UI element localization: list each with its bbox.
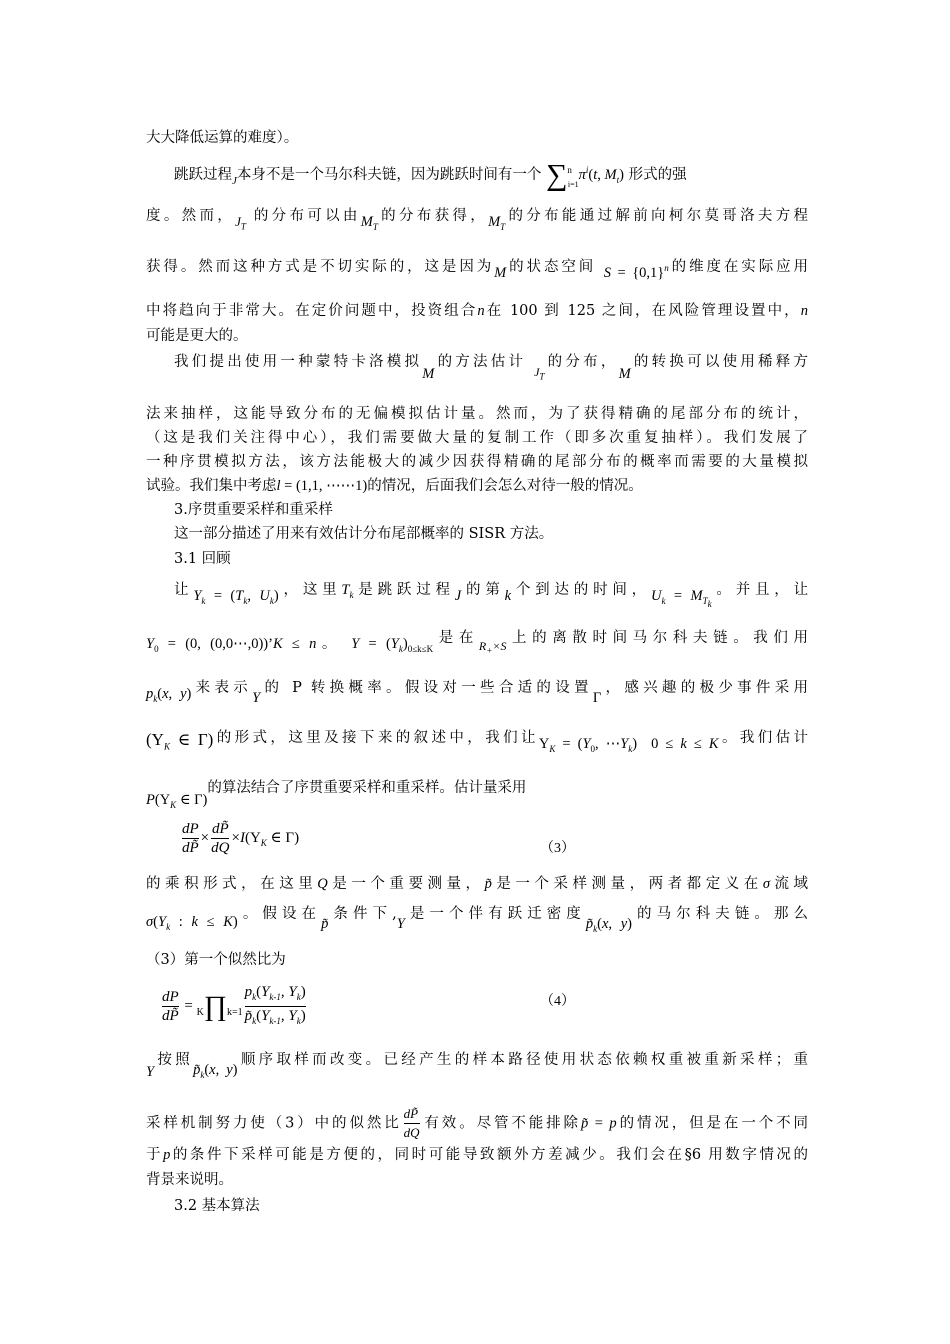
text-line: 度。然而，$J_T$ 的分布可以由$M_T$的分布获得，$M_T$的分布能通过解前向柯尔莫哥洛夫方程 — [146, 208, 809, 232]
text-line: 中将趋向于非常大。在定价问题中，投资组合n在 100 到 125 之间，在风险管理设置中，n — [146, 303, 808, 319]
text-line: （3）第一个似然比为 — [146, 952, 286, 968]
equation-4-number: （4） — [540, 994, 575, 1009]
text-line: 可能是更大的。 — [146, 328, 248, 344]
equation-3: $\frac{dP}{dP̃}$ × $\frac{dP̃}{dQ}$ $\times I(\Upsilon_K$ ∈ Γ) — [182, 821, 300, 856]
section-heading: 3.2 基本算法 — [174, 1198, 260, 1214]
text-line: 我们提出使用一种蒙特卡洛模拟M的方法估计 $_{J_T}$的分布，M的转换可以使用稀释方 — [174, 354, 809, 382]
text-line: 跳跃过程$_J$本身不是一个马尔科夫链，因为跳跃时间有一个 $\sum^n_{i=1}\pi^i(t$, $M_t$) 形式的强 — [174, 158, 687, 192]
text-line: $\sigma(Y_k$ : k ≤ K)。假设在p̃条件下,Y是一个伴有跃迁密度$p̃_k(x$, y)的马尔科夫链。那么 — [146, 906, 809, 934]
equation-3-number: （3） — [540, 841, 575, 856]
text-line: $P(\Upsilon_K$ ∈ Γ)的算法结合了序贯重要采样和重采样。估计量采用 — [146, 780, 527, 810]
text-line: 背景来说明。 — [146, 1172, 233, 1188]
l-vector-formula: l = (1,1, ⋯⋯1) — [276, 478, 368, 494]
text-line: 法来抽样，这能导致分布的无偏模拟估计量。然而，为了获得精确的尾部分布的统计， — [146, 406, 808, 422]
text-line: 于p的条件下采样可能是方便的，同时可能导致额外方差减少。我们会在§6 用数字情况的 — [146, 1147, 808, 1163]
sum-formula: $\sum^n_{i=1}\pi^i(t$, $M_t$) — [546, 158, 624, 192]
text-line: （这是我们关注得中心），我们需要做大量的复制工作（即多次重复抽样）。我们发展了 — [146, 430, 808, 446]
section-heading: 3.1 回顾 — [174, 551, 231, 567]
state-space-formula: $S = \{0,1\}^n$ — [603, 263, 669, 281]
equation-4: $\frac{dP}{dP̃}$ = K∏k=1 $\frac{p_k(Y_{k-1}, Y_k)}{p̃_k(Y_{k-1}, Y_k)}$ — [160, 983, 308, 1030]
text-line: ($\Upsilon_K$ ∈ Γ)的形式，这里及接下来的叙述中，我们让$\Upsilon_K = (Y_0$, $\cdots Y_k$) 0 ≤ k ≤ K。我们估计 — [146, 730, 809, 754]
text-line: $p_k(x$, y)来表示Y的 P 转换概率。假设对一些合适的设置Γ，感兴趣的极少事件采用 — [146, 680, 809, 706]
text-line: 让$Y_k = (T_k$, $U_k$)，这里$T_k$是跳跃过程J的第k个到达的时间，$U_k = M_{T_k}$。并且，让 — [174, 582, 809, 609]
section-heading: 3.序贯重要采样和重采样 — [174, 502, 333, 518]
text-line: 的乘积形式，在这里Q是一个重要测量，p̃是一个采样测量，两者都定义在σ流域 — [146, 876, 809, 892]
text-line: $Y_0 = (0$, (0,0⋯,0))’K ≤ n。 $Y = (Y_k)_{0\le k\le K}$是在$_{R_+\times S}$上的离散时间马尔科夫链。我们用 — [146, 630, 809, 656]
text-line: 大大降低运算的难度）。 — [146, 130, 299, 146]
text-line: 一种序贯模拟方法，该方法能极大的减少因获得精确的尾部分布的概率而需要的大量模拟 — [146, 454, 808, 470]
text-line: 获得。然而这种方式是不切实际的，这是因为M的状态空间 $S = \{0,1\}^n$的维度在实际应用 — [146, 259, 809, 281]
text-line: Y按照$p̃_k(x$, y)顺序取样而改变。已经产生的样本路径使用状态依赖权重被重新采样；重 — [146, 1052, 809, 1080]
text-line: 试验。我们集中考虑l = (1,1, ⋯⋯1)的情况，后面我们会怎么对待一般的情况。 — [146, 478, 643, 494]
text-line: 采样机制努力使（3）中的似然比 $\frac{dP̃}{dQ}$ 有效。尽管不能排除p̃ = p的情况，但是在一个不同 — [146, 1106, 808, 1140]
text-line: 这一部分描述了用来有效估计分布尾部概率的 SISR 方法。 — [174, 526, 554, 542]
